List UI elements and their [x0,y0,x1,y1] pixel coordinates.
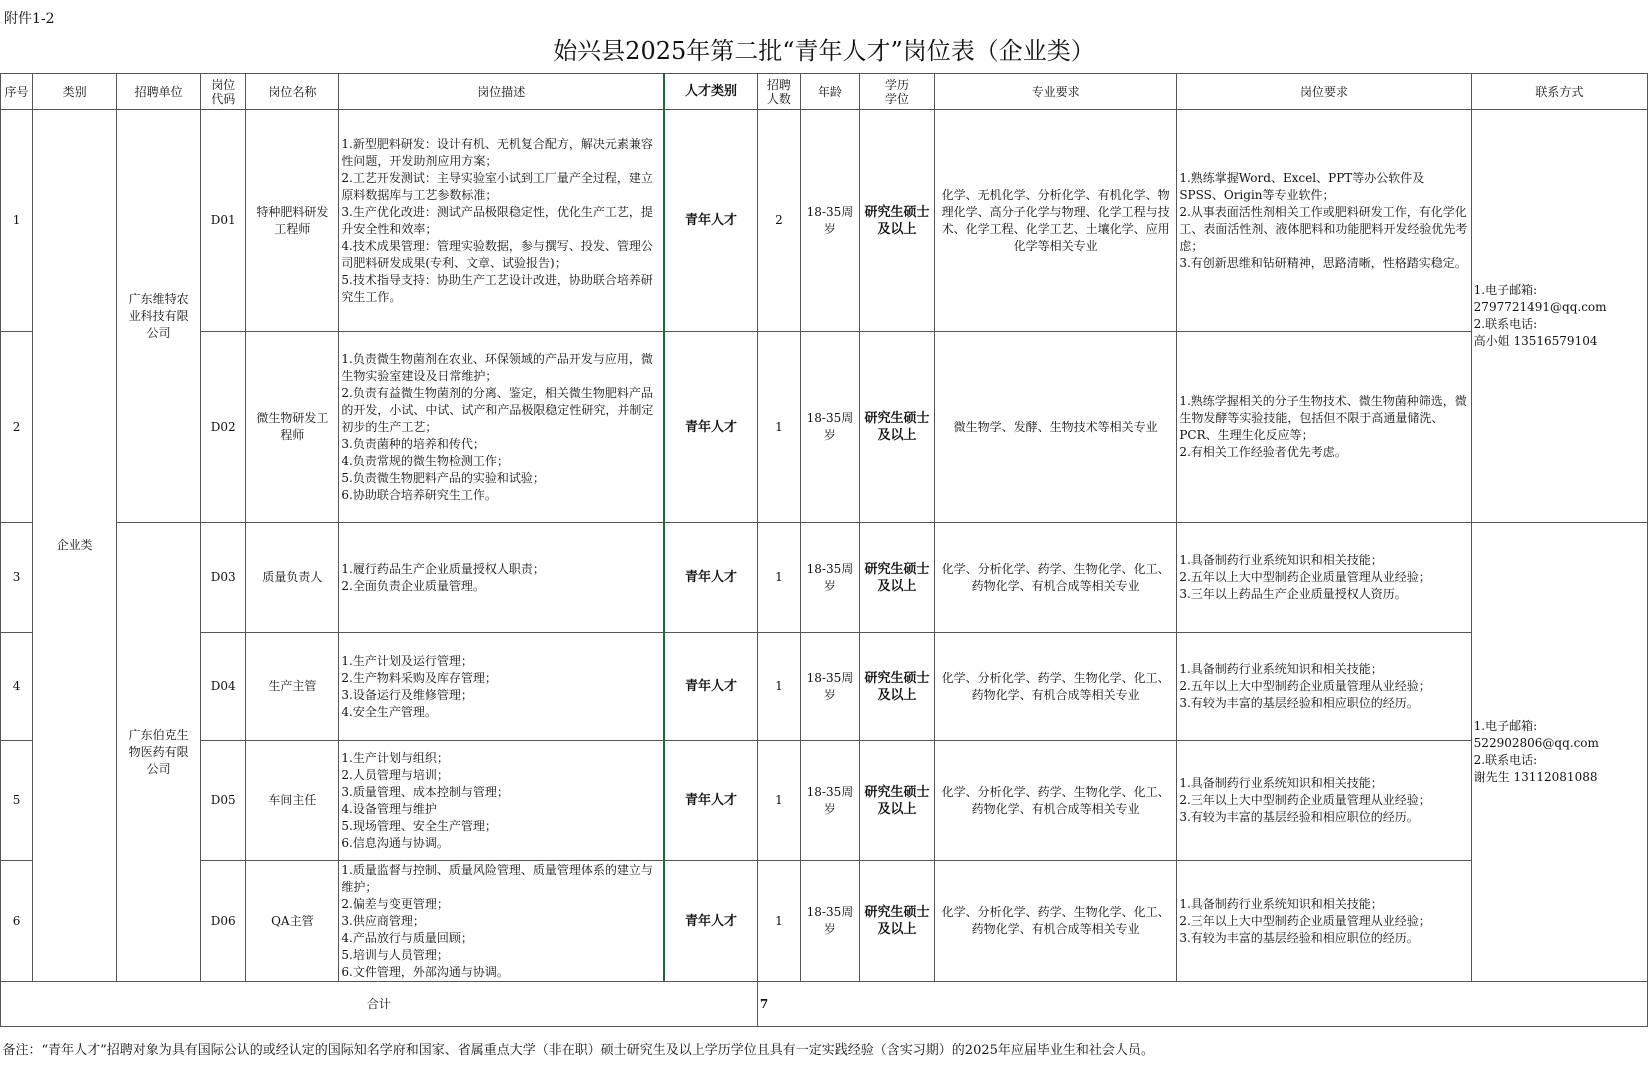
cell-age: 18-35周 岁 [800,110,859,332]
page-title: 始兴县2025年第二批“青年人才”岗位表（企业类） [1,30,1648,74]
cell-education: 研究生硕士 及以上 [859,633,934,741]
cell-description: 1.质量监督与控制、质量风险管理、质量管理体系的建立与维护； 2.偏差与变更管理； 3.供应商管理； 4.产品放行与质量回顾； 5.培训与人员管理； 6.文件管理，外部沟通与协调。 [339,861,664,982]
cell-employer: 广东维特农 业科技有限 公司 [117,110,201,523]
cell-major: 微生物学、发酵、生物技术等相关专业 [935,332,1177,523]
cell-position: 车间主任 [246,741,339,861]
cell-major: 化学、分析化学、药学、生物化学、化工、药物化学、有机合成等相关专业 [935,523,1177,633]
cell-talent-type: 青年人才 [664,110,757,332]
cell-major: 化学、分析化学、药学、生物化学、化工、药物化学、有机合成等相关专业 [935,633,1177,741]
cell-requirements: 1.具备制药行业系统知识和相关技能； 2.五年以上大中型制药企业质量管理从业经验； 3.有较为丰富的基层经验和相应职位的经历。 [1177,633,1471,741]
cell-education: 研究生硕士 及以上 [859,861,934,982]
table-row [1,741,1648,861]
cell-seq: 2 [1,332,33,523]
header-code: 岗位 代码 [201,74,246,110]
cell-description: 1.负责微生物菌剂在农业、环保领域的产品开发与应用，微生物实验室建设及日常维护； 2.负责有益微生物菌剂的分离、鉴定，相关微生物肥料产品的开发，小试、中试、试产和产品极限稳定性研究，并制定初步的生产工艺； 3.负责菌种的培养和传代； 4.负责常规的微生物检测工作； 5.负责微生物肥料产品的实验和试验； 6.协助联合培养研究生工作。 [339,332,664,523]
cell-description: 1.生产计划及运行管理； 2.生产物料采购及库存管理； 3.设备运行及维修管理； 4.安全生产管理。 [339,633,664,741]
cell-contact: 1.电子邮箱: 2797721491@qq.com 2.联系电话: 高小姐 13516579104 [1471,110,1647,523]
cell-employer: 广东伯克生 物医药有限 公司 [117,523,201,982]
cell-talent-type: 青年人才 [664,633,757,741]
table-row [1,110,1648,332]
cell-category: 企业类 [33,110,117,982]
cell-code: D05 [201,741,246,861]
total-row [1,982,1648,1027]
cell-major: 化学、分析化学、药学、生物化学、化工、药物化学、有机合成等相关专业 [935,741,1177,861]
cell-talent-type: 青年人才 [664,741,757,861]
table-row [1,332,1648,523]
header-employer: 招聘单位 [117,74,201,110]
cell-code: D06 [201,861,246,982]
cell-count: 1 [757,633,800,741]
table-row [1,861,1648,982]
cell-talent-type: 青年人才 [664,861,757,982]
cell-age: 18-35周 岁 [800,741,859,861]
header-position: 岗位名称 [246,74,339,110]
cell-contact: 1.电子邮箱: 522902806@qq.com 2.联系电话: 谢先生 13112081088 [1471,523,1647,982]
cell-requirements: 1.具备制药行业系统知识和相关技能； 2.五年以上大中型制药企业质量管理从业经验； 3.三年以上药品生产企业质量授权人资历。 [1177,523,1471,633]
cell-requirements: 1.具备制药行业系统知识和相关技能； 2.三年以上大中型制药企业质量管理从业经验； 3.有较为丰富的基层经验和相应职位的经历。 [1177,861,1471,982]
header-education: 学历 学位 [859,74,934,110]
cell-count: 1 [757,332,800,523]
cell-seq: 5 [1,741,33,861]
cell-description: 1.生产计划与组织； 2.人员管理与培训； 3.质量管理、成本控制与管理； 4.设备管理与维护 5.现场管理、安全生产管理； 6.信息沟通与协调。 [339,741,664,861]
cell-requirements: 1.熟练学握相关的分子生物技术、微生物菌种筛选，微生物发酵等实验技能，包括但不限于高通量储洗、PCR、生理生化反应等； 2.有相关工作经验者优先考虑。 [1177,332,1471,523]
header-age: 年龄 [800,74,859,110]
job-table [0,30,1648,1073]
cell-talent-type: 青年人才 [664,523,757,633]
cell-education: 研究生硕士 及以上 [859,110,934,332]
cell-seq: 3 [1,523,33,633]
header-seq: 序号 [1,74,33,110]
cell-code: D04 [201,633,246,741]
header-description: 岗位描述 [339,74,664,110]
header-talent-type: 人才类别 [664,74,757,110]
total-label: 合计 [1,982,758,1027]
cell-major: 化学、无机化学、分析化学、有机化学、物理化学、高分子化学与物理、化学工程与技术、化学工程、化学工艺、土壤化学、应用化学等相关专业 [935,110,1177,332]
cell-description: 1.新型肥料研发：设计有机、无机复合配方，解决元素兼容性问题，开发助剂应用方案； 2.工艺开发测试：主导实验室小试到工厂量产全过程，建立原料数据库与工艺参数标准； 3.生产优化改进：测试产品极限稳定性，优化生产工艺，提升安全性和效率； 4.技术成果管理：管理实验数据，参与撰写、投发、管理公司肥料研发成果(专利、文章、试验报告)； 5.技术指导支持：协助生产工艺设计改进，协助联合培养研究生工作。 [339,110,664,332]
cell-description: 1.履行药品生产企业质量授权人职责； 2.全面负责企业质量管理。 [339,523,664,633]
cell-education: 研究生硕士 及以上 [859,523,934,633]
cell-requirements: 1.熟练掌握Word、Excel、PPT等办公软件及SPSS、Origin等专业软件； 2.从事表面活性剂相关工作或肥料研发工作，有化学化工、表面活性剂、液体肥料和功能肥料开发经验优先考虑； 3.有创新思维和钻研精神，思路清晰，性格踏实稳定。 [1177,110,1471,332]
cell-count: 1 [757,741,800,861]
cell-code: D01 [201,110,246,332]
cell-age: 18-35周 岁 [800,523,859,633]
cell-requirements: 1.具备制药行业系统知识和相关技能； 2.三年以上大中型制药企业质量管理从业经验； 3.有较为丰富的基层经验和相应职位的经历。 [1177,741,1471,861]
cell-code: D03 [201,523,246,633]
header-row [1,74,1648,110]
cell-position: QA主管 [246,861,339,982]
table-row [1,523,1648,633]
cell-code: D02 [201,332,246,523]
cell-position: 生产主管 [246,633,339,741]
cell-position: 微生物研发工 程师 [246,332,339,523]
header-major: 专业要求 [935,74,1177,110]
cell-age: 18-35周 岁 [800,861,859,982]
cell-age: 18-35周 岁 [800,633,859,741]
cell-position: 特种肥料研发 工程师 [246,110,339,332]
cell-age: 18-35周 岁 [800,332,859,523]
cell-count: 1 [757,523,800,633]
header-contact: 联系方式 [1471,74,1647,110]
cell-count: 1 [757,861,800,982]
cell-talent-type: 青年人才 [664,332,757,523]
total-value: 7 [757,982,1647,1027]
footnote: 备注：“青年人才”招聘对象为具有国际公认的或经认定的国际知名学府和国家、省属重点大学（非在职）硕士研究生及以上学历学位且具有一定实践经验（含实习期）的2025年应届毕业生和社会人员。 [1,1027,1648,1074]
cell-seq: 1 [1,110,33,332]
cell-major: 化学、分析化学、药学、生物化学、化工、药物化学、有机合成等相关专业 [935,861,1177,982]
cell-seq: 6 [1,861,33,982]
cell-education: 研究生硕士 及以上 [859,332,934,523]
cell-count: 2 [757,110,800,332]
header-requirements: 岗位要求 [1177,74,1471,110]
attachment-label: 附件1-2 [4,11,55,27]
header-count: 招聘 人数 [757,74,800,110]
footnote-row [1,1027,1648,1074]
header-category: 类别 [33,74,117,110]
cell-position: 质量负责人 [246,523,339,633]
table-row [1,633,1648,741]
cell-seq: 4 [1,633,33,741]
cell-education: 研究生硕士 及以上 [859,741,934,861]
